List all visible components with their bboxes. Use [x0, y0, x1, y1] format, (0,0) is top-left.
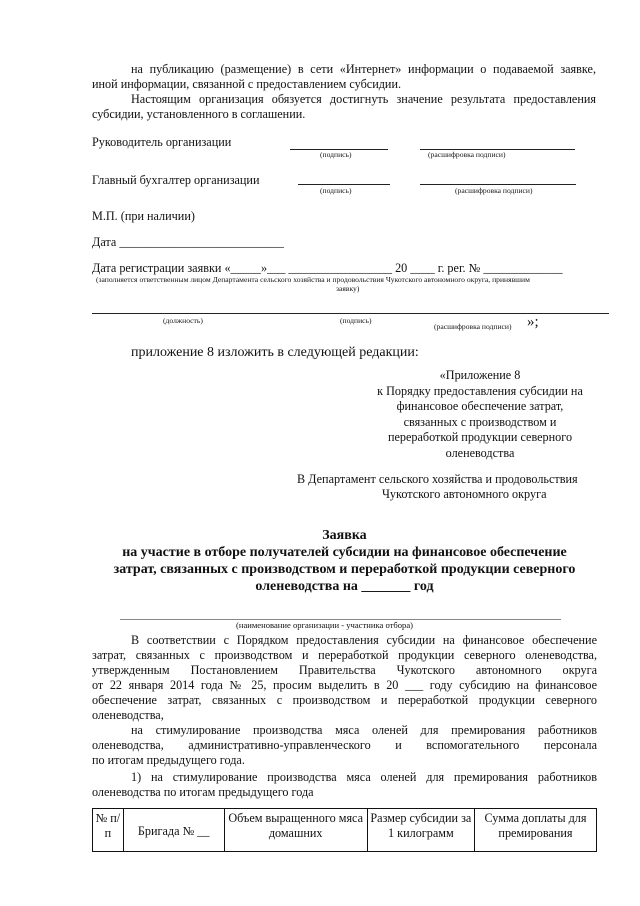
- body-line: обеспечение затрат, связанных с производством и переработкой продукции северного: [92, 693, 597, 707]
- stamp-label: М.П. (при наличии): [92, 209, 195, 223]
- title-line: оленеводства на _______ год: [255, 579, 434, 594]
- position-caption: (должность): [163, 316, 203, 325]
- table-header-cell: Сумма доплаты для премирования: [474, 809, 596, 852]
- text-line: субсидии, установленного в соглашении.: [92, 107, 306, 121]
- table-header-cell: Бригада № __: [123, 809, 224, 852]
- appendix-line: переработкой продукции северного: [387, 430, 573, 444]
- table-header-cell: Размер субсидии за 1 килограмм: [367, 809, 474, 852]
- closing-quote: »;: [527, 314, 539, 330]
- table-header-row: [93, 809, 597, 852]
- subsidy-table: [92, 808, 597, 852]
- body-line: оленеводства по итогам предыдущего года: [92, 785, 314, 799]
- body-line: по итогам предыдущего года.: [92, 753, 245, 767]
- registration-field: Дата регистрации заявки «_____»___ _________________ 20 ____ г. рег. № _____________: [92, 261, 563, 275]
- registration-note: (заполняется ответственным лицом Департамента сельского хозяйства и продовольствия Чукотского автономного округа, принявшим: [96, 275, 530, 284]
- table-header-cell: Объем выращенного мяса домашних: [224, 809, 367, 852]
- appendix-line: финансовое обеспечение затрат,: [396, 399, 564, 413]
- accountant-label: Главный бухгалтер организации: [92, 173, 260, 187]
- amendment-text: приложение 8 изложить в следующей редакции:: [131, 345, 419, 360]
- org-caption: (наименование организации - участника отбора): [236, 620, 414, 630]
- body-line: затрат, связанных с производством и переработкой продукции северного оленеводства,: [92, 648, 597, 662]
- document-title: [92, 527, 597, 595]
- appendix-line: связанных с производством и: [403, 414, 557, 429]
- body-line: от 22 января 2014 года № 25, просим выделить в 20 ___ году субсидию на финансовое: [92, 678, 597, 692]
- table-header-cell: № п/п: [93, 809, 124, 852]
- body-line: 1) на стимулирование производства мяса оленей для премирования работников: [131, 770, 597, 784]
- text-line: Настоящим организация обязуется достигнуть значение результата предоставления: [131, 92, 596, 106]
- appendix-line: оленеводства: [445, 445, 515, 460]
- head-label: Руководитель организации: [92, 135, 232, 149]
- addressee-line: Чукотского автономного округа: [382, 487, 547, 501]
- title-line: затрат, связанных с производством и переработкой продукции северного: [113, 562, 576, 577]
- decode-caption: (расшифровка подписи): [428, 150, 506, 159]
- date-field: Дата ___________________________: [92, 235, 284, 249]
- signature-line: [298, 184, 390, 185]
- title-line: Заявка: [322, 528, 367, 543]
- body-line: на стимулирование производства мяса оленей для премирования работников: [131, 723, 597, 737]
- registration-note: заявку): [336, 284, 360, 293]
- appendix-line: к Порядку предоставления субсидии на: [377, 383, 583, 398]
- decode-caption: (расшифровка подписи): [434, 322, 512, 331]
- title-line: на участие в отборе получателей субсидии на финансовое обеспечение: [122, 545, 567, 560]
- text-line: на публикацию (размещение) в сети «Интернет» информации о подаваемой заявке,: [131, 62, 596, 76]
- body-line: оленеводства,: [92, 708, 164, 722]
- decode-caption: (расшифровка подписи): [455, 186, 533, 195]
- decode-line: [420, 184, 576, 185]
- signature-caption: (подпись): [320, 186, 352, 195]
- body-line: оленеводства, административно-управленческого и вспомогательного персонала: [92, 738, 597, 752]
- signature-caption: (подпись): [340, 316, 372, 325]
- text-line: иной информации, связанной с предоставлением субсидии.: [92, 77, 402, 91]
- signature-caption: (подпись): [320, 150, 352, 159]
- appendix-line: «Приложение 8: [439, 368, 521, 382]
- body-line: В соответствии с Порядком предоставления субсидии на финансовое обеспечение: [131, 633, 597, 647]
- body-line: утвержденным Постановлением Правительства Чукотского автономного округа: [92, 663, 597, 677]
- appendix-block: [360, 368, 600, 461]
- addressee-line: В Департамент сельского хозяйства и продовольствия: [297, 472, 578, 486]
